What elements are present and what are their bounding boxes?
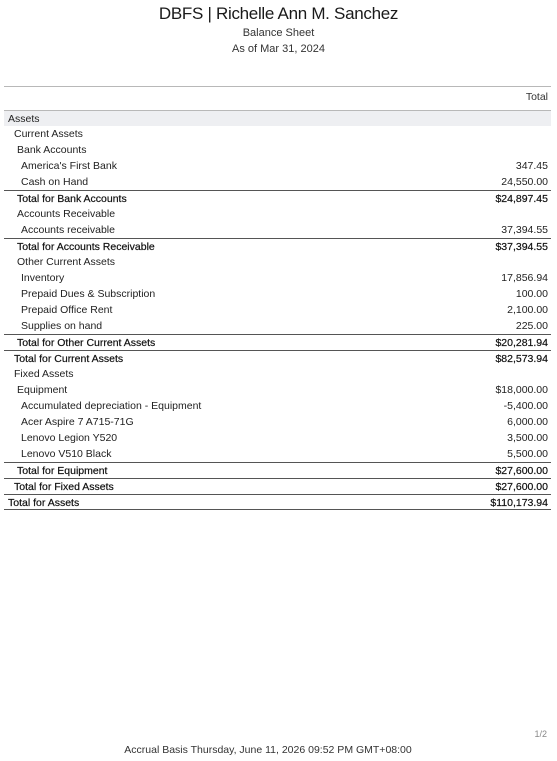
- total-row: [4, 478, 551, 494]
- table-row: [4, 286, 551, 302]
- page-number: 1/2: [534, 729, 547, 739]
- row-label: Bank Accounts: [17, 144, 87, 156]
- table-row: [4, 158, 551, 174]
- row-label: Equipment: [17, 384, 68, 396]
- section-row: [4, 110, 551, 126]
- table-row: [4, 270, 551, 286]
- total-row: [4, 462, 551, 478]
- row-amount: 347.45: [515, 160, 548, 172]
- row-label: Total for Other Current Assets: [17, 337, 156, 349]
- row-amount: $24,897.45: [495, 193, 548, 205]
- row-label: Prepaid Dues & Subscription: [21, 288, 156, 300]
- balance-sheet-table: [4, 86, 551, 510]
- row-amount: $82,573.94: [495, 353, 548, 365]
- table-row: [4, 174, 551, 190]
- row-label: Inventory: [21, 272, 65, 284]
- column-header-total: Total: [4, 86, 551, 110]
- row-amount: $18,000.00: [495, 384, 548, 396]
- total-row: [4, 334, 551, 350]
- row-amount: 100.00: [515, 288, 548, 300]
- row-label: Total for Assets: [8, 497, 80, 509]
- table-row: [4, 414, 551, 430]
- table-body: [4, 110, 551, 510]
- table-row: [4, 254, 551, 270]
- row-amount: 225.00: [515, 320, 548, 332]
- row-label: Acer Aspire 7 A715-71G: [21, 416, 134, 428]
- row-label: Total for Equipment: [17, 465, 108, 477]
- row-label: Accounts Receivable: [17, 208, 116, 220]
- table-row: [4, 446, 551, 462]
- row-label: Accumulated depreciation - Equipment: [21, 400, 202, 412]
- row-label: Total for Accounts Receivable: [17, 241, 155, 253]
- row-label: America's First Bank: [21, 160, 117, 172]
- row-amount: 17,856.94: [501, 272, 548, 284]
- row-amount: 2,100.00: [507, 304, 548, 316]
- table-row: [4, 142, 551, 158]
- row-amount: $20,281.94: [495, 337, 548, 349]
- row-label: Prepaid Office Rent: [21, 304, 113, 316]
- total-row: [4, 238, 551, 254]
- row-amount: 24,550.00: [501, 176, 548, 188]
- table-row: [4, 302, 551, 318]
- report-header: [0, 4, 557, 57]
- total-row: [4, 190, 551, 206]
- row-label: Other Current Assets: [17, 256, 116, 268]
- row-label: Cash on Hand: [21, 176, 89, 188]
- row-label: Lenovo V510 Black: [21, 448, 112, 460]
- total-row: [4, 494, 551, 510]
- table-row: [4, 398, 551, 414]
- row-label: Total for Bank Accounts: [17, 193, 127, 205]
- table-row: [4, 126, 551, 142]
- row-label: Total for Current Assets: [14, 353, 124, 365]
- row-amount: $37,394.55: [495, 241, 548, 253]
- table-row: [4, 430, 551, 446]
- row-label: Total for Fixed Assets: [14, 481, 114, 493]
- row-amount: 5,500.00: [507, 448, 548, 460]
- row-label: Assets: [8, 113, 40, 125]
- row-amount: $110,173.94: [490, 497, 548, 509]
- row-label: Supplies on hand: [21, 320, 103, 332]
- row-amount: $27,600.00: [495, 481, 548, 493]
- table-row: [4, 382, 551, 398]
- total-row: [4, 350, 551, 366]
- report-footer: Accrual Basis Thursday, June 11, 2026 09:52 PM GMT+08:00: [124, 744, 412, 756]
- table-row: [4, 318, 551, 334]
- row-label: Lenovo Legion Y520: [21, 432, 118, 444]
- row-amount: $27,600.00: [495, 465, 548, 477]
- row-label: Current Assets: [14, 128, 83, 140]
- company-name: DBFS | Richelle Ann M. Sanchez: [158, 4, 399, 23]
- table-row: [4, 222, 551, 238]
- table-row: [4, 206, 551, 222]
- row-amount: -5,400.00: [503, 400, 548, 412]
- row-label: Accounts receivable: [21, 224, 115, 236]
- row-amount: 6,000.00: [507, 416, 548, 428]
- table-row: [4, 366, 551, 382]
- row-label: Fixed Assets: [14, 368, 74, 380]
- row-amount: 3,500.00: [507, 432, 548, 444]
- row-amount: 37,394.55: [501, 224, 548, 236]
- report-title: Balance Sheet: [242, 27, 315, 39]
- report-date: As of Mar 31, 2024: [232, 43, 325, 55]
